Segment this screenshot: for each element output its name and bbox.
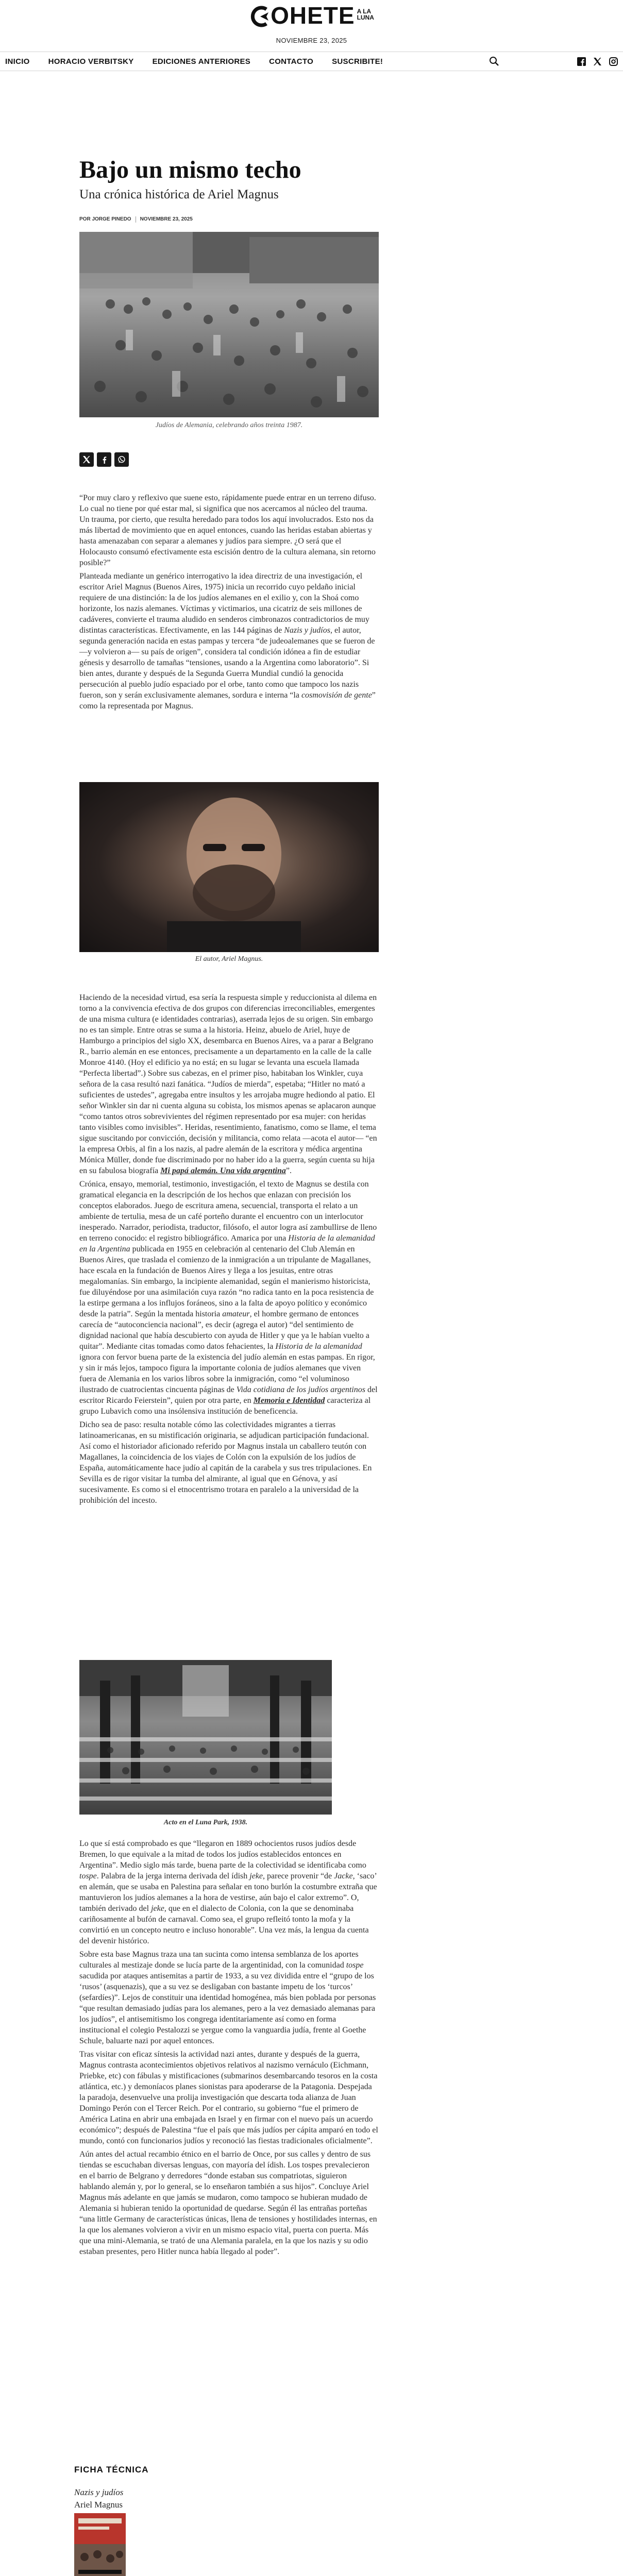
paragraph-5: Dicho sea de paso: resulta notable cómo las colectividades migrantes a tierras latinoamericanas, en su mistificación originaria, se adjudican participación fundacional. Así como el historiador aficionado referido por Magnus instala un caballero teutón con Magallanes, la coincidencia de los viajes de Colón con la expulsión de los judíos de España, automáticamente hace judío al capitán de la carabela y sus tres tripulaciones. En Sevilla es de rigor visitar la tumba del almirante, al igual que en Génova, y así sucesivamente. Es como si el etnocentrismo trotara en paralelo a la universidad de la prohibición del incesto. <box>79 1420 372 1505</box>
article-photo-crowd <box>79 232 379 417</box>
book-link-memoria-identidad[interactable]: Memoria e Identidad <box>253 1396 325 1405</box>
author-photo-illustration <box>79 782 379 952</box>
photo-caption-crowd: Judíos de Alemania, celebrando años treinta 1987. <box>155 421 303 429</box>
paragraph-8: Tras visitar con eficaz síntesis la actividad nazi antes, durante y después de la guerra, Magnus contrasta acontecimientos objetivos relativos al nazismo vernáculo (Eichmann, Priebke, etc) con fábulas y mistificaciones (submarinos desembarcando tesoros en la costa atlántica, etc.) y demoníacos planes sionistas para apoderarse de la Patagonia. Despejada la paradoja, desenvuelve una prolija investigación que descarta toda alianza de Juan Domingo Perón con el Tercer Reich. Por el contrario, su gobierno “fue el primero de América Latina en abrir una embajada en Israel y en firmar con el nuevo país un acuerdo económico”; después de Palestina “fue el país que más judíos per cápita amparó en todo el mundo, contó con funcionarios judíos y reconoció las fiestas tradicionales oficialmente”. <box>79 2050 378 2145</box>
logo-side-text <box>357 8 374 21</box>
main-nav <box>0 52 623 71</box>
book-cover-image <box>74 2513 126 2576</box>
paragraph-3: Haciendo de la necesidad virtud, esa sería la respuesta simple y reduccionista al dilema en torno a la convivencia efectiva de dos grupos con diferencias irreconciliables, emergentes de una misma cultura (e identidades contrarias), aserrada lejos de su origen. Sin embargo no es tan simple. Entre otras se suma a la historia. Heinz, abuelo de Ariel, huye de Hamburgo a principios del siglo XX, desembarca en Buenos Aires, va a parar a Belgrano R., barrio alemán en ese entonces, precisamente a un departamento en la calle de la calle Monroe 4140. (Hoy el edificio ya no está; en su lugar se levanta una escuela llamada “Perfecta libertad”.) Sobre sus cabezas, en el primer piso, habitaban los Winkler, cuya señora de la casa resultó nazi fanática. “Judíos de mierda”, espetaba; “Hitler no mató a suficientes de ustedes”, agregaba entre insultos y les arrojaba mugre hediondo al patio. El señor Winkler sin dar ni cuenta alguna su cobista, los mismos apenas se aplacaron aunque “como tantos otros sobrevivientes del régimen representado por esa mujer: con heridas tanto visibles como invisibles”. Heridas, resentimiento, fanatismo, como se llame, el tema sigue suscitando por convicción, decisión y militancia, como relata —acota el autor— “en la empresa Orbis, al fin a los nazis, al padre alemán de la escritora y médica argentina Mónica Müller, donde fue discriminado por no haber ido a la guerra, según cuenta su hija en su fabulosa biografía Mi papá alemán. Una vida argentina”. <box>79 993 377 1175</box>
logo-side-bottom: LUNA <box>357 14 374 21</box>
article-body-main <box>79 992 378 1509</box>
paragraph-9: Aún antes del actual recambio étnico en el barrio de Once, por sus calles y dentro de sus tiendas se escuchaban diversas lenguas, con mayoría del ídish. Los tospes prevalecieron en el barrio de Belgrano y derredores “donde estaban sus compatriotas, siguieron hablando alemán y, por lo general, se lo enseñaron también a sus hijos”. Concluye Ariel Magnus más adelante en que jamás se mudaron, como tampoco se hubieran mudado de Alemania si hubieran tenido la oportunidad de quedarse. Según él las entrañas porteñas “una little Germany de características únicas, llena de tensiones y hostilidades internas, en la que los alemanes volvieron a vivir en un mismo espacio vital, puerta con puerta. Más que una mini-Alemania, se trató de una Alemania paralela, en la que los nazis y su odio estaban presentes, pero Hitler nunca había llegado al poder”. <box>79 2150 377 2256</box>
ficha-tecnica-title: FICHA TÉCNICA <box>74 2465 149 2475</box>
share-buttons <box>79 452 129 467</box>
nav-item-contacto[interactable]: CONTACTO <box>269 57 314 66</box>
crowd-photo-illustration <box>79 232 379 417</box>
instagram-icon[interactable] <box>609 57 618 66</box>
share-x-button[interactable] <box>79 452 94 467</box>
site-header <box>0 0 623 52</box>
x-icon[interactable] <box>593 57 602 66</box>
social-links <box>577 57 618 66</box>
article-subtitle: Una crónica histórica de Ariel Magnus <box>79 188 279 201</box>
site-logo[interactable] <box>249 3 374 28</box>
article-date: NOVIEMBRE 23, 2025 <box>140 216 193 222</box>
luna-park-photo-illustration <box>79 1660 332 1815</box>
book-link-mi-papa-aleman[interactable]: Mi papá alemán. Una vida argentina <box>160 1166 286 1175</box>
nav-item-inicio[interactable]: INICIO <box>5 57 30 66</box>
paragraph-6: Lo que sí está comprobado es que “llegaron en 1889 ochocientos rusos judíos desde Bremen, lo que equivale a la mitad de todos los judíos establecidos entonces en Argentina”. Medio siglo más tarde, buena parte de la colectividad se identificaba como tospe. Palabra de la jerga interna derivada del ídish jeke, parece provenir “de Jacke, ‘saco’ en alemán, que se usaba en Palestina para señalar en tono burlón la costumbre extraña que mantuvieron los judíos alemanes a la hora de vestirse, aún bajo el calor extremo”. O, también derivado del jeke, que en el dialecto de Colonia, con la que se denominaba cariñosamente al bufón de carnaval. Como sea, el grupo refleitó tonto la mofa y la convirtió en un concepto neutro e incluso honorable”. Una vez más, la lengua da cuenta del devenir histórico. <box>79 1839 377 1945</box>
photo-caption-luna-park: Acto en el Luna Park, 1938. <box>163 1819 248 1826</box>
logo-main-text: OHETE <box>271 2 355 29</box>
paragraph-4: Crónica, ensayo, memorial, testimonio, investigación, el texto de Magnus se destila con gramatical elegancia en la descripción de los hechos que enlazan con precisión los conceptos elaborados. Juego de escritura amena, secuencial, transporta el relato a un ambiente de tertulia, mesa de un café porteño durante el encuentro con un interlocutor inesperado. Narrador, periodista, traductor, filósofo, el autor logra así zambullirse de lleno en terreno conocido: el registro bibliográfico. Amarica por una Historia de la alemanidad en la Argentina publicada en 1955 en celebración al centenario del Club Alemán en Buenos Aires, que traslada el comienzo de la inmigración a un tripulante de Magallanes, hace escala en la fundación de Buenos Aires y llega a los jesuitas, entre otras megalomanías. Sin embargo, la incipiente alemanidad, según el manierismo historicista, fue diluyéndose por una asimilación cuya razón “no radica tanto en la poca resistencia de la estirpe germana a los influjos foráneos, sino a la falta de apoyo político y económico desde la patria”. Según la mentada historia amateur, el hombre germano de entonces carecía de “autoconciencia nacional”, es decir (agrega el autor) “del sentimiento de dignidad nacional que había descubierto con ayuda de Hitler y que ya le habían vuelto a quitar”. Mediante citas tomadas como datos fehacientes, la Historia de la alemanidad ignora con fervor buena parte de la existencia del judío alemán en estas pampas. En rigor, y sin ir más lejos, tampoco figura la importante colonia de judíos alemanes que viven fuera de Alemania en los varios libros sobre la inmigración, como “el voluminoso ilustrado de cuatrocientas cincuenta páginas de Vida cotidiana de los judíos argentinos del escritor Ricardo Feierstein”, quien por otra parte, en Memoria e Identidad caracteriza al grupo Lubavich como una insólensiva institución de beneficencia. <box>79 1180 378 1416</box>
whatsapp-icon <box>117 455 126 464</box>
article-photo-luna-park <box>79 1660 332 1815</box>
share-whatsapp-button[interactable] <box>114 452 129 467</box>
search-icon[interactable] <box>489 56 499 66</box>
photo-caption-author: El autor, Ariel Magnus. <box>195 955 263 963</box>
author-link[interactable]: POR JORGE PINEDO <box>79 216 131 222</box>
header-date: NOVIEMBRE 23, 2025 <box>276 37 347 44</box>
facebook-icon <box>100 455 108 464</box>
article-body-intro <box>79 493 378 714</box>
article-body-final <box>79 1838 378 2260</box>
byline <box>79 216 193 223</box>
paragraph-quote: “Por muy claro y reflexivo que suene esto, rápidamente puede entrar en un terreno difuso. Lo cual no tiene por qué estar mal, si significa que nos acercamos al núcleo del trauma. Un trauma, por cierto, que resulta heredado para todos los aquí involucrados. Esto nos da más libertad de movimiento que en aquel entonces, cuando las heridas estaban abiertas y hasta amenazaban con separar a alemanes y judíos para siempre. ¿O será que el Holocausto consumó efectivamente esta escisión dentro de la cultura alemana, sin retorno posible?” <box>79 494 376 567</box>
rocket-c-icon <box>249 5 270 28</box>
ficha-author: Ariel Magnus <box>74 2500 123 2510</box>
logo-side-top: A LA <box>357 8 372 15</box>
book-cover-illustration <box>74 2513 126 2576</box>
x-icon <box>82 455 91 464</box>
nav-item-suscribite[interactable]: SUSCRIBITE! <box>332 57 383 66</box>
ficha-book-title: Nazis y judíos <box>74 2487 124 2497</box>
nav-item-horacio-verbitsky[interactable]: HORACIO VERBITSKY <box>48 57 134 66</box>
nav-item-ediciones-anteriores[interactable]: EDICIONES ANTERIORES <box>152 57 251 66</box>
share-facebook-button[interactable] <box>97 452 111 467</box>
article-photo-author <box>79 782 379 952</box>
paragraph-2: Planteada mediante un genérico interrogativo la idea directriz de una investigación, el escritor Ariel Magnus (Buenos Aires, 1975) inicia un recorrido cuyo peldaño inicial requiere de una distinción: la de los judíos alemanes en el exilio y, con la Shoá como horizonte, los nazis alemanes. Víctimas y victimarios, una cicatriz de seis millones de cadáveres, convierte el trauma aludido en senderos cimbronazos contradictorios de muy distintas características. Efectivamente, en las 144 páginas de Nazis y judíos, el autor, segunda generación nacida en estas pampas y tercera “de judeoalemanes que se fueron de —y volvieron a— su país de origen”, considera tal condición idónea a fin de estudiar génesis y desarrollo de tamañas “tensiones, usando a la Argentina como laboratorio”. Si bien antes, durante y después de la Segunda Guerra Mundial cundió la genocida persecución al pueblo judío espaciado por el orbe, tanto como que tampoco los nazis fueron, son y serán exclusivamente alemanes, sordura e interna “la cosmovisión de gente” como la representada por Magnus. <box>79 572 376 710</box>
facebook-icon[interactable] <box>577 57 586 66</box>
article-title: Bajo un mismo techo <box>79 156 301 183</box>
paragraph-7: Sobre esta base Magnus traza una tan sucinta como intensa semblanza de los aportes culturales al mestizaje donde se lucía parte de la argentinidad, con la comunidad tospe sacudida por ataques antisemitas a partir de 1933, a su vez dividida entre el “grupo de los ‘rusos’ (asquenazis), que a su vez se desligaban con bastante impetu de los ‘turcos’ (sefardíes)”. Lejos de constituir una identidad homogénea, más bien poblada por personas “que resultan demasiado judías para los alemanes, pero a la vez demasiado alemanas para los judíos”, el antisemitismo los congrega identitariamente así como en forma institucional el colegio Pestalozzi se yergue como la vanguardia judía, frente al Goethe Schule, baluarte nazi por aquel entonces. <box>79 1950 376 2045</box>
